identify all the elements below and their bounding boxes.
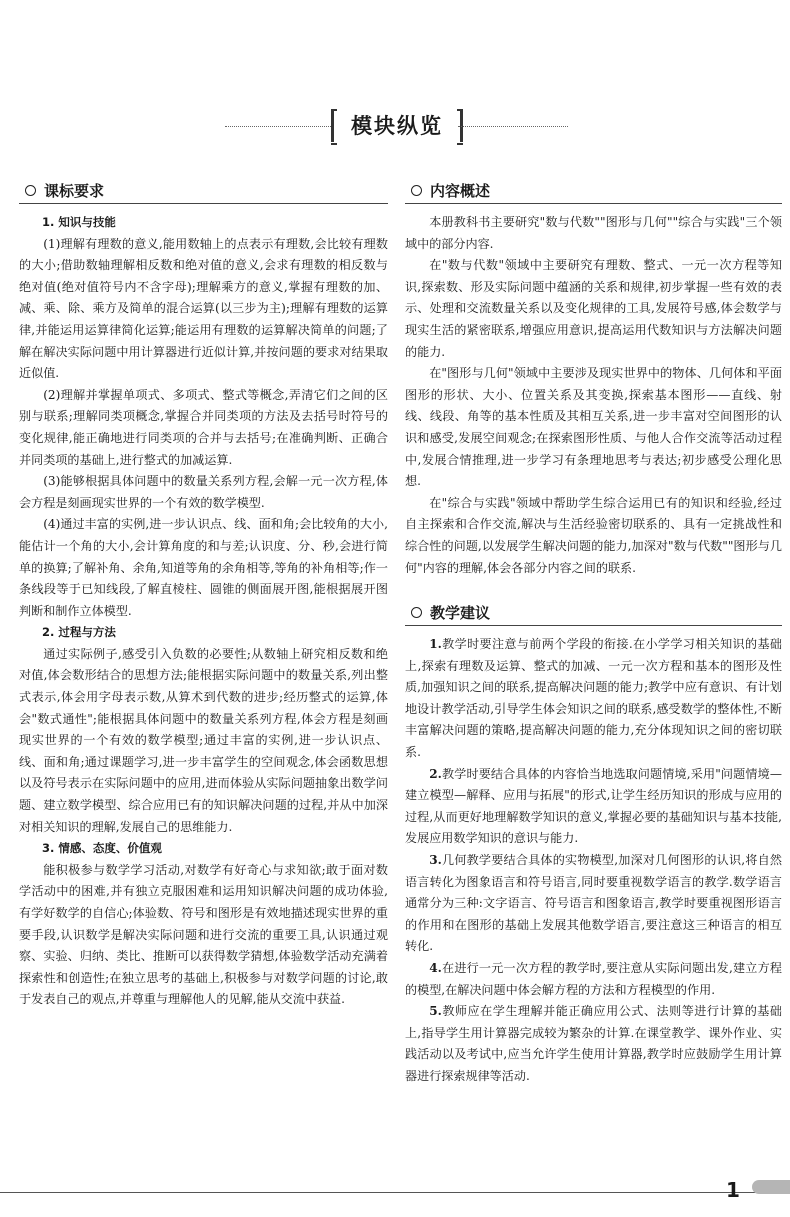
item-text: 教学时要注意与前两个学段的衔接.在小学学习相关知识的基础上,探索有理数及运算、整式的加减、一元一次方程和基本的图形及性质,加强知识之间的联系,提高解决问题的能力;教学中应有意识、有计划地设计教学活动,引导学生体会知识之间的联系,感受数学的整体性,不断丰富解决问题的策略,提高解决问题的能力,充分体现知识之间的密切联系. [405,637,782,759]
content-overview-section [405,177,782,579]
section-body [19,212,388,1011]
section-body [405,212,782,579]
paragraph: (3)能够根据具体问题中的数量关系列方程,会解一元一次方程,体会方程是刻画现实世界的一个有效的数学模型. [19,474,388,510]
section-heading-text: 内容概述 [430,181,491,200]
paragraph: 在"数与代数"领域中主要研究有理数、整式、一元一次方程等知识,探索数、形及实际问题中蕴涵的关系和规律,初步掌握一些有效的表示、处理和交流数量关系以及变化规律的工具,发展符号感,体会数学与现实生活的紧密联系,增强应用意识,提高运用代数知识与方法解决问题的能力. [405,258,782,359]
paragraph: 在"综合与实践"领域中帮助学生综合运用已有的知识和经验,经过自主探索和合作交流,解决与生活经验密切联系的、具有一定挑战性和综合性的问题,以发展学生解决问题的能力,加深对"数与代数""图形与几何"内容的理解,体会各部分内容之间的联系. [405,495,782,575]
subheading: 3. 情感、态度、价值观 [42,841,162,856]
circle-bullet-icon [25,185,36,196]
subheading: 1. 知识与技能 [42,215,116,229]
numbered-paragraph [405,850,782,958]
teaching-suggestions-section [405,599,782,1087]
paragraph: 通过实际例子,感受引入负数的必要性;从数轴上研究相反数和绝对值,体会数形结合的思想方法;能根据实际问题中的数量关系,列出整式表示,体会用字母表示数,从算术到代数的进步;经历整式的运算,体会"数式通性";能根据具体问题中的数量关系列方程,体会方程是刻画现实世界的一个有效的数学模型;通过丰富的实例,进一步认识点、线、面和角;通过课题学习,进一步丰富学生的空间观念,体会函数思想以及符号表示在实际问题中的应用,进而体验从实际问题抽象出数学问题、建立数学模型、综合应用已有的知识解决问题的过程,并从中加深对相关知识的理解,发展自己的思维能力. [19,646,388,834]
item-text: 几何教学要结合具体的实物模型,加深对几何图形的认识,将自然语言转化为图象语言和符号语言,同时要重视数学语言的教学.数学语言通常分为三种:文字语言、符号语言和图象语言,教学时要重视图形语言的作用和在图形的基础上发展其他数学语言,要注意这三种语言的相互转化. [405,852,782,954]
circle-bullet-icon [411,185,422,196]
item-text: 教师应在学生理解并能正确应用公式、法则等进行计算的基础上,指导学生用计算器完成较为繁杂的计算.在课堂教学、课外作业、实践活动以及考试中,应当允许学生使用计算器,教学时应鼓励学生用计算器进行探索规律等活动. [405,1004,782,1083]
footer-rule [0,1192,790,1193]
curriculum-requirements-section [19,177,388,1011]
numbered-paragraph [405,634,782,764]
section-heading [405,177,782,204]
item-number: 2. [429,766,442,781]
item-number: 4. [429,960,442,975]
banner-dotted-line-left [225,126,331,127]
banner-title: 模块纵览 [331,110,463,142]
paragraph: 能积极参与数学学习活动,对数学有好奇心与求知欲;敢于面对数学活动中的困难,并有独立克服困难和运用知识解决问题的成功体验,有学好数学的自信心;体验数、符号和图形是有效地描述现实世界的重要手段,认识数学是解决实际问题和进行交流的重要工具,认识通过观察、实验、归纳、类比、推断可以获得数学猜想,体验数学活动充满着探索性和创造性;在独立思考的基础上,积极参与对数学问题的讨论,敢于发表自己的观点,并尊重与理解他人的见解,能从交流中获益. [19,862,388,1007]
paragraph: (4)通过丰富的实例,进一步认识点、线、面和角;会比较角的大小,能估计一个角的大小,会计算角度的和与差;认识度、分、秒,会进行简单的换算;了解补角、余角,知道等角的余角相等,等角的补角相等;作一条线段等于已知线段,了解直棱柱、圆锥的侧面展开图,能根据展开图判断和制作立体模型. [19,517,388,618]
section-heading-text: 教学建议 [430,603,491,622]
item-number: 1. [429,637,442,651]
item-text: 在进行一元一次方程的教学时,要注意从实际问题出发,建立方程的模型,在解决问题中体会解方程的方法和方程模型的作用. [405,960,782,997]
numbered-paragraph [405,764,782,850]
paragraph: (2)理解并掌握单项式、多项式、整式等概念,弄清它们之间的区别与联系;理解同类项概念,掌握合并同类项的方法及去括号时符号的变化规律,能正确地进行同类项的合并与去括号;在准确判断、正确合并同类项的基础上,进行整式的加减运算. [19,387,388,467]
numbered-paragraph [405,1001,782,1087]
numbered-paragraph [405,958,782,1001]
subheading: 2. 过程与方法 [42,625,116,640]
module-overview-banner [0,108,790,144]
page-tab-marker [752,1180,790,1194]
section-heading [405,599,782,626]
paragraph: 本册教科书主要研究"数与代数""图形与几何""综合与实践"三个领域中的部分内容. [405,215,782,251]
paragraph: 在"图形与几何"领域中主要涉及现实世界中的物体、几何体和平面图形的形状、大小、位置关系及其变换,探索基本图形——直线、射线、线段、角等的基本性质及其相互关系,进一步丰富对空间图形的认识和感受,发展空间观念;在探索图形性质、与他人合作交流等活动过程中,发展合情推理,进一步学习有条理地思考与表达;初步感受公理化思想. [405,366,782,489]
banner-dotted-line-right [458,126,568,127]
section-heading [19,177,388,204]
paragraph: (1)理解有理数的意义,能用数轴上的点表示有理数,会比较有理数的大小;借助数轴理解相反数和绝对值的意义,会求有理数的相反数与绝对值(绝对值符号内不含字母);理解乘方的意义,掌握有理数的加、减、乘、除、乘方及简单的混合运算(以三步为主);理解有理数的运算律,并能运用运算律简化运算;能运用有理数的运算解决简单的问题;了解在解决实际问题中用计算器进行近似计算,并按问题的要求对结果取近似值. [19,236,388,381]
item-number: 5. [429,1004,442,1019]
item-number: 3. [429,852,442,867]
item-text: 教学时要结合具体的内容恰当地选取问题情境,采用"问题情境—建立模型—解释、应用与拓展"的形式,让学生经历知识的形成与应用的过程,从而更好地理解数学知识的意义,掌握必要的基础知识与基本技能,发展应用数学知识的意识与能力. [405,766,782,846]
section-heading-text: 课标要求 [44,181,105,200]
circle-bullet-icon [411,607,422,618]
section-body [405,634,782,1087]
page-number: 1 [726,1178,740,1202]
